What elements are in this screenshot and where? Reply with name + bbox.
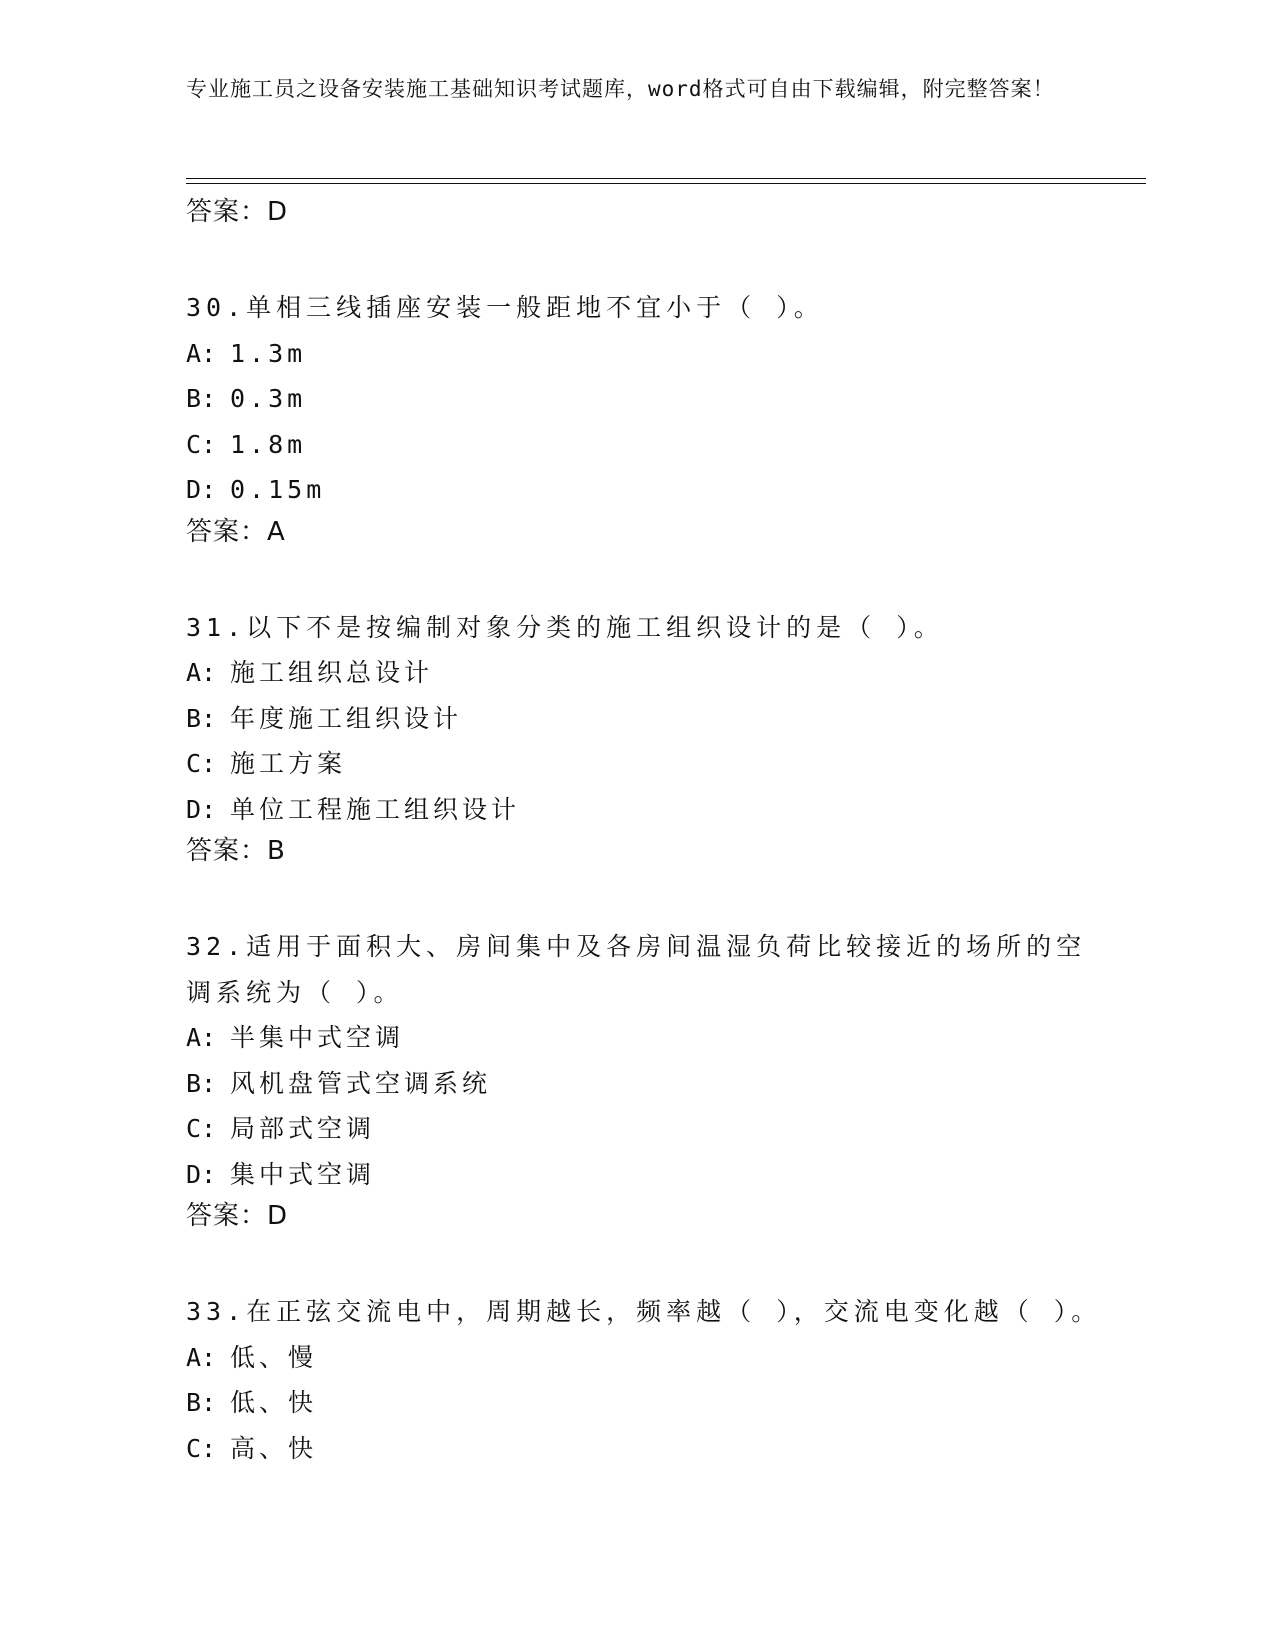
document-header: 专业施工员之设备安装施工基础知识考试题库，word格式可自由下载编辑，附完整答案！ — [186, 77, 1055, 101]
question-text: 33.在正弦交流电中，周期越长，频率越（ ），交流电变化越（ ）。 — [186, 1297, 1102, 1326]
option-text: 施工组织总设计 — [230, 658, 434, 687]
option-c — [186, 1106, 1106, 1152]
option-label: C: — [186, 429, 217, 459]
option-label: A: — [186, 658, 217, 687]
answer-line: 答案：D — [186, 1201, 289, 1231]
question-text: 30.单相三线插座安装一般距地不宜小于（ ）。 — [186, 293, 824, 322]
option-text: 集中式空调 — [230, 1159, 376, 1189]
option-a — [186, 1015, 1106, 1061]
question-block — [186, 605, 1106, 869]
option-text: 0.3m — [230, 384, 307, 413]
option-a — [186, 650, 1106, 696]
option-label: D: — [186, 475, 217, 504]
option-d — [186, 1152, 1106, 1198]
option-label: C: — [186, 749, 217, 778]
answer-line: 答案：A — [186, 516, 286, 547]
option-b — [186, 1380, 1106, 1426]
option-label: A: — [186, 1342, 217, 1372]
question-block — [186, 1289, 1106, 1471]
option-text: 低、快 — [230, 1388, 318, 1417]
option-label: B: — [186, 1068, 217, 1098]
question-block — [186, 924, 1106, 1233]
answer-line: 答案：B — [186, 836, 286, 866]
header-divider-top — [186, 178, 1146, 179]
option-text: 局部式空调 — [230, 1114, 376, 1143]
option-label: B: — [186, 703, 217, 733]
option-text: 1.8m — [230, 429, 307, 459]
option-c — [186, 1426, 1106, 1472]
option-label: C: — [186, 1114, 217, 1143]
document-body — [186, 195, 1106, 1471]
option-d — [186, 467, 1106, 513]
option-a — [186, 1335, 1106, 1381]
option-text: 1.3m — [230, 338, 307, 368]
option-label: C: — [186, 1433, 217, 1463]
option-a — [186, 331, 1106, 377]
option-label: A: — [186, 338, 217, 368]
option-label: B: — [186, 1388, 217, 1417]
option-text: 风机盘管式空调系统 — [230, 1068, 492, 1098]
option-label: B: — [186, 384, 217, 413]
option-label: D: — [186, 794, 217, 824]
option-text: 0.15m — [230, 475, 326, 504]
option-text: 高、快 — [230, 1433, 318, 1463]
option-c — [186, 741, 1106, 787]
option-text: 半集中式空调 — [230, 1023, 405, 1052]
question-text: 32.适用于面积大、房间集中及各房间温湿负荷比较接近的场所的空调系统为（ ）。 — [186, 932, 1087, 1007]
option-b — [186, 696, 1106, 742]
option-b — [186, 376, 1106, 422]
option-b — [186, 1061, 1106, 1107]
option-text: 施工方案 — [230, 749, 347, 778]
option-label: D: — [186, 1159, 217, 1189]
option-label: A: — [186, 1023, 217, 1052]
option-c — [186, 422, 1106, 468]
answer-line: 答案：D — [186, 197, 289, 227]
option-text: 低、慢 — [230, 1342, 318, 1372]
option-d — [186, 787, 1106, 833]
question-text: 31.以下不是按编制对象分类的施工组织设计的是（ ）。 — [186, 612, 944, 642]
question-block — [186, 285, 1106, 549]
header-divider-bottom — [186, 183, 1146, 184]
option-text: 年度施工组织设计 — [230, 703, 463, 733]
option-text: 单位工程施工组织设计 — [230, 794, 521, 824]
